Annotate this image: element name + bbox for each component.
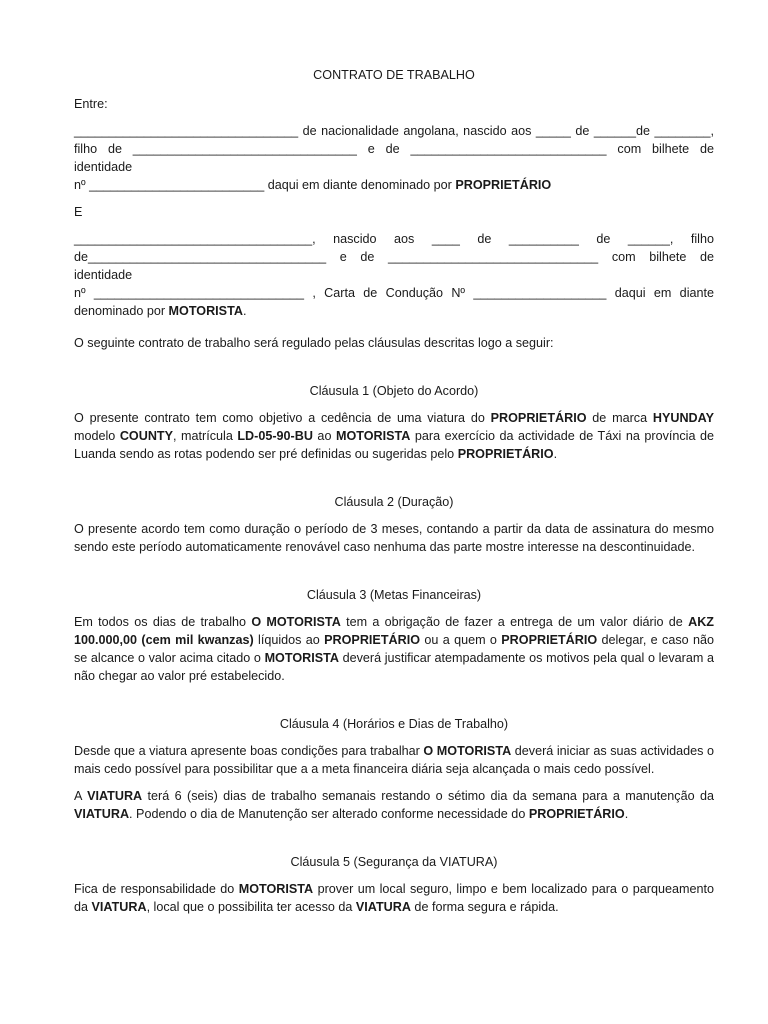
clause1-b3: COUNTY <box>119 429 174 443</box>
clause1-t6: para exercício da actividade de Táxi na província de Luanda sendo as rotas podendo ser pré definidas ou sugeridas pelo <box>74 429 715 461</box>
clause5-b1: MOTORISTA <box>238 882 314 896</box>
clause3-t1: Em todos os dias de trabalho <box>74 615 252 629</box>
clause4-p1-t1: Desde que a viatura apresente boas condições para trabalhar <box>74 744 424 758</box>
clause1-t5: ao <box>312 429 336 443</box>
clause1-t2: de marca <box>586 411 653 425</box>
clause4-p2-b2: VIATURA <box>74 807 130 821</box>
clause4-p1-b1: O MOTORISTA <box>423 744 512 758</box>
party2-line4-end: . <box>242 304 247 318</box>
clause2-text: O presente acordo tem como duração o período de 3 meses, contando a partir da data de assinatura do mesmo sendo este período automaticamente renovável caso nenhuma das parte mostre interesse na descontinuidade. <box>74 522 714 554</box>
clause3-t6: deverá justificar atempadamente os motivos pela qual o levaram a não chegar ao valor pré estabelecido. <box>74 651 714 683</box>
party2-line4-text: denominado por <box>74 304 169 318</box>
party1-block <box>74 122 714 194</box>
e-label: E <box>74 205 83 219</box>
motorista-term: MOTORISTA <box>168 304 243 318</box>
clause3-b5: MOTORISTA <box>264 651 339 665</box>
intro-paragraph: O seguinte contrato de trabalho será regulado pelas cláusulas descritas logo a seguir: <box>74 336 554 350</box>
entre-label: Entre: <box>74 97 108 111</box>
proprietario-term: PROPRIETÁRIO <box>455 178 552 192</box>
clause3-b3: PROPRIETÁRIO <box>324 633 421 647</box>
clause4-paragraph1 <box>74 742 714 778</box>
party1-line1: ________________________________ de nacionalidade angolana, nascido aos _____ de ______de ________, <box>74 124 714 138</box>
clause3-t3: líquidos ao <box>253 633 325 647</box>
clause3-title: Cláusula 3 (Metas Financeiras) <box>306 588 482 602</box>
clause4-p2-t1: A <box>74 789 88 803</box>
party2-line1: __________________________________, nascido aos ____ de __________ de ______, filho <box>74 232 714 246</box>
clause3-t5: delegar, e caso não se alcance o valor acima citado o <box>74 633 714 665</box>
clause1-b4: LD-05-90-BU <box>237 429 313 443</box>
clause4-p2-b1: VIATURA <box>87 789 143 803</box>
party2-line3: nº ______________________________ , Carta de Condução Nº ___________________ daqui em diante <box>74 286 714 300</box>
clause5-b2: VIATURA <box>91 900 147 914</box>
party1-line3-text: nº _________________________ daqui em diante denominado por <box>74 178 456 192</box>
clause3-t2: tem a obrigação de fazer a entrega de um valor diário de <box>340 615 689 629</box>
clause3-text <box>74 613 714 685</box>
clause1-t7: . <box>553 447 558 461</box>
clause4-p2-t4: . <box>624 807 629 821</box>
clause3-t4: ou a quem o <box>420 633 502 647</box>
clause5-b3: VIATURA <box>355 900 411 914</box>
contract-page <box>74 66 714 916</box>
clause3-b1: O MOTORISTA <box>251 615 341 629</box>
clause1-b2: HYUNDAY <box>652 411 714 425</box>
clause1-t1: O presente contrato tem como objetivo a cedência de uma viatura do <box>74 411 491 425</box>
clause5-t2: prover um local seguro, limpo e bem localizado para o parqueamento da <box>74 882 714 914</box>
clause5-t1: Fica de responsabilidade do <box>74 882 239 896</box>
party2-block <box>74 230 714 320</box>
clause1-b6: PROPRIETÁRIO <box>457 447 554 461</box>
clause5-title: Cláusula 5 (Segurança da VIATURA) <box>290 855 498 869</box>
clause1-b5: MOTORISTA <box>335 429 411 443</box>
clause1-text <box>74 409 714 463</box>
clause2-title: Cláusula 2 (Duração) <box>334 495 454 509</box>
clause4-title: Cláusula 4 (Horários e Dias de Trabalho) <box>279 717 509 731</box>
clause4-paragraph2 <box>74 787 714 823</box>
party2-line4 <box>74 302 714 320</box>
clause3-b4: PROPRIETÁRIO <box>501 633 598 647</box>
clause3-b2: AKZ 100.000,00 (cem mil kwanzas) <box>74 615 714 647</box>
clause1-t3: modelo <box>74 429 120 443</box>
party1-line2: filho de ________________________________ e de ____________________________ com bilhete de identidade <box>74 142 714 174</box>
party1-line3 <box>74 176 714 194</box>
clause1-b1: PROPRIETÁRIO <box>490 411 587 425</box>
clause4-p2-b3: PROPRIETÁRIO <box>528 807 625 821</box>
clause1-t4: , matrícula <box>173 429 238 443</box>
clause1-title: Cláusula 1 (Objeto do Acordo) <box>309 384 479 398</box>
document-title: CONTRATO DE TRABALHO <box>313 68 475 82</box>
clause5-t3: , local que o possibilita ter acesso da <box>146 900 356 914</box>
party2-line2: de__________________________________ e de ______________________________ com bilhete de identidade <box>74 250 714 282</box>
clause5-t4: de forma segura e rápida. <box>410 900 559 914</box>
clause4-p2-t2: terá 6 (seis) dias de trabalho semanais restando o sétimo dia da semana para a manutenção da <box>142 789 714 803</box>
clause4-p1-t2: deverá iniciar as suas actividades o mais cedo possível para possibilitar que a a meta financeira diária seja alcançada o mais cedo possível. <box>74 744 714 776</box>
clause5-text <box>74 880 714 916</box>
clause4-p2-t3: . Podendo o dia de Manutenção ser alterado conforme necessidade do <box>129 807 529 821</box>
